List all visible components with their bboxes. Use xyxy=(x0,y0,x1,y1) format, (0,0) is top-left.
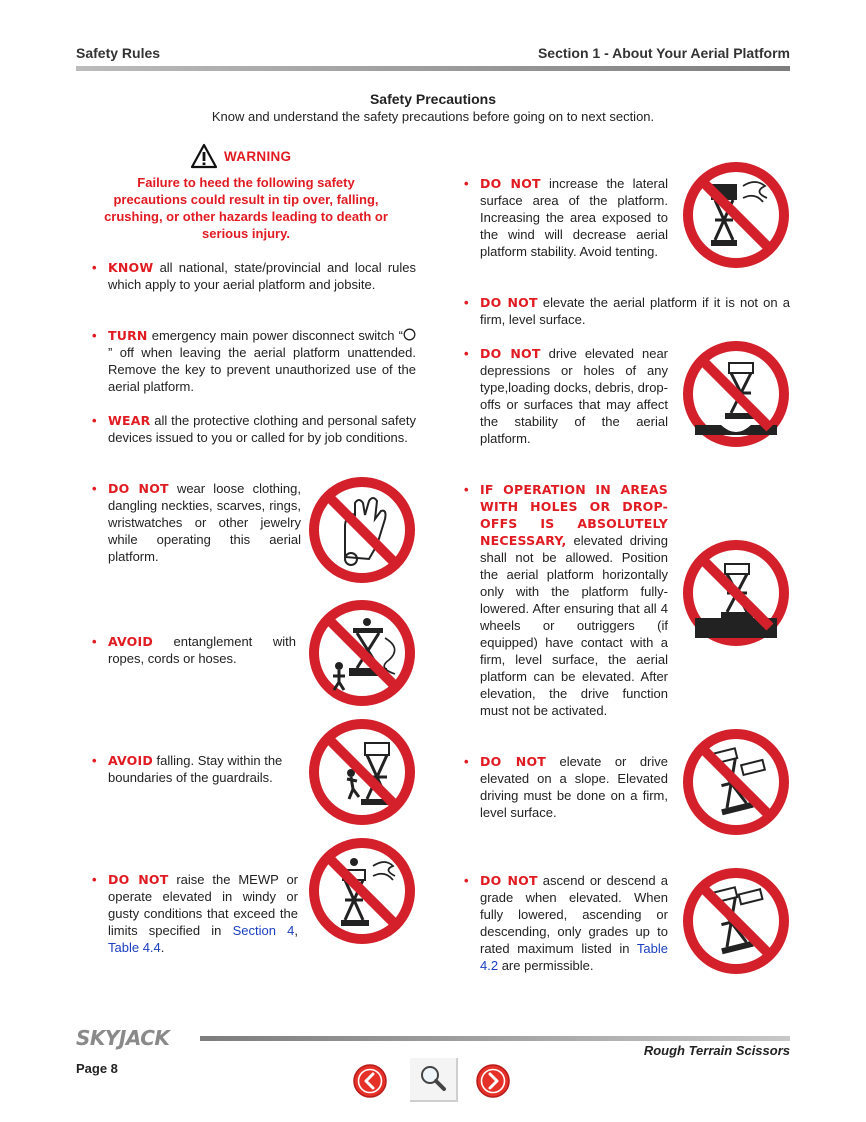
no-jewelry-pictogram xyxy=(307,475,417,585)
list-item: • IF OPERATION IN AREAS WITH HOLES OR DROP-OFFS IS ABSOLUTELY NECESSARY, elevated driving shall not be allowed. Position the aerial platform horizontally only with the platform fully-lowered. After ensuring that all 4 wheels or outriggers (if equipped) have contact with a firm, level surface, the aerial platform can be elevated. After elevation, the drive function must not be activated. xyxy=(464,482,668,718)
bullet-text: ascend or descend a grade when elevated. When fully lowered, ascending or descending, only grades up to rated maximum listed in xyxy=(480,873,668,956)
bullet-text: , xyxy=(294,923,298,938)
header-section-name: Safety Rules xyxy=(76,45,161,61)
prev-page-icon xyxy=(352,1063,388,1099)
no-tenting-pictogram xyxy=(681,160,791,270)
bullet-text: ” off when leaving the aerial platform unattended. Remove the key to prevent unauthorized use of the aerial platform. xyxy=(108,345,416,394)
section-4-link[interactable]: Section 4 xyxy=(232,923,295,938)
skyjack-logo: SKYJACK xyxy=(76,1026,170,1050)
search-button[interactable] xyxy=(410,1058,458,1102)
bullet-keyword: KNOW xyxy=(108,260,154,275)
bullet-text: entanglement with ropes, cords or hoses. xyxy=(108,634,296,666)
bullet-keyword: TURN xyxy=(108,328,148,343)
bullet-text: raise the MEWP or operate elevated in windy or gusty conditions that exceed the limits specified in xyxy=(108,872,299,938)
bullet-text: are permissible. xyxy=(498,958,594,973)
list-item: • KNOW all national, state/provincial and local rules which apply to your aerial platform and jobsite. xyxy=(92,260,416,292)
bullet-keyword: AVOID xyxy=(108,634,153,649)
bullet-text: emergency main power disconnect switch “ xyxy=(147,328,403,343)
prohibition-icon xyxy=(307,475,417,585)
prev-page-button[interactable] xyxy=(352,1063,388,1099)
list-item: • DO NOT raise the MEWP or operate elevated in windy or gusty conditions that exceed the limits specified in Section 4, Table 4.4. xyxy=(92,872,299,955)
search-icon xyxy=(410,1058,456,1100)
list-item: • DO NOT ascend or descend a grade when elevated. When fully lowered, ascending or descending, only grades up to rated maximum listed in Table 4.2 are permissible. xyxy=(464,873,668,973)
bullet-text: falling. Stay within the boundaries of the guardrails. xyxy=(108,753,283,785)
list-item: • TURN emergency main power disconnect switch “” off when leaving the aerial platform unattended. Remove the key to prevent unauthorized use of the aerial platform. xyxy=(92,328,416,394)
next-page-icon xyxy=(475,1063,511,1099)
footer-divider xyxy=(200,1036,790,1041)
bullet-keyword: IF OPERATION IN AREAS WITH HOLES OR DROP-OFFS IS ABSOLUTELY NECESSARY, xyxy=(480,482,668,548)
page-title: Safety Precautions xyxy=(369,91,497,107)
table-4-4-link[interactable]: Table 4.4 xyxy=(108,940,161,955)
bullet-text: all national, state/provincial and local rules which apply to your aerial platform and jobsite. xyxy=(108,260,416,292)
bullet-text: wear loose clothing, dangling neckties, scarves, rings, wristwatches or other jewelry while operating this aerial platform. xyxy=(108,481,301,564)
entanglement-pictogram xyxy=(307,598,417,708)
warning-triangle-icon xyxy=(190,143,218,169)
list-item: • WEAR all the protective clothing and personal safety devices issued to you or called for by job conditions. xyxy=(92,413,416,445)
bullet-text: elevated driving shall not be allowed. Position the aerial platform horizontally only with the platform fully-lowered. After ensuring that all 4 wheels or outriggers (if equipped) have contact with a firm, level surface, the aerial platform can be elevated. After elevation, the drive function must not be activated. xyxy=(480,533,668,718)
bullet-keyword: DO NOT xyxy=(480,176,541,191)
bullet-text: . xyxy=(160,940,165,955)
bullet-text: elevate the aerial platform if it is not on a firm, level surface. xyxy=(480,295,791,327)
bullet-text: drive elevated near depressions or holes of any type,loading docks, debris, drop-offs or surfaces that may affect the stability of the aerial platform. xyxy=(480,346,669,446)
bullet-keyword: DO NOT xyxy=(480,346,541,361)
header-divider xyxy=(76,66,790,71)
page-subtitle: Know and understand the safety precautions before going on to next section. xyxy=(211,109,655,124)
bullet-keyword: DO NOT xyxy=(108,872,169,887)
falling-pictogram xyxy=(307,717,417,827)
page-number: Page 8 xyxy=(76,1061,118,1076)
list-item: • DO NOT elevate the aerial platform if it is not on a firm, level surface. xyxy=(464,295,791,327)
bullet-keyword: DO NOT xyxy=(480,873,538,888)
list-item: • DO NOT increase the lateral surface area of the platform. Increasing the area exposed to the wind will decrease aerial platform stability. Avoid tenting. xyxy=(464,176,668,259)
grade-pictogram xyxy=(681,866,791,976)
list-item: • DO NOT drive elevated near depressions or holes of any type,loading docks, debris, drop-offs or surfaces that may affect the stability of the aerial platform. xyxy=(464,346,669,446)
bullet-keyword: DO NOT xyxy=(108,481,169,496)
table-4-2-link[interactable]: Table 4.2 xyxy=(480,941,668,973)
next-page-button[interactable] xyxy=(475,1063,511,1099)
bullet-text: elevate or drive elevated on a slope. Elevated driving must be done on a firm, level surface. xyxy=(480,754,669,820)
slope-pictogram xyxy=(681,727,791,837)
footer-document-title: Rough Terrain Scissors xyxy=(643,1043,790,1058)
drop-off-pictogram xyxy=(681,538,791,648)
depression-hazard-pictogram xyxy=(681,339,791,449)
warning-heading xyxy=(190,143,291,169)
bullet-keyword: DO NOT xyxy=(480,754,547,769)
list-item: • AVOID entanglement with ropes, cords or hoses. xyxy=(92,634,296,666)
list-item: • AVOID falling. Stay within the boundaries of the guardrails. xyxy=(92,753,283,785)
warning-label: WARNING xyxy=(224,148,292,164)
bullet-keyword: DO NOT xyxy=(480,295,538,310)
header-chapter-title: Section 1 - About Your Aerial Platform xyxy=(537,45,790,61)
bullet-text: increase the lateral surface area of the platform. Increasing the area exposed to the wind will decrease aerial platform stability. Avoid tenting. xyxy=(480,176,668,259)
bullet-text: all the protective clothing and personal safety devices issued to you or called for by job conditions. xyxy=(108,413,416,445)
power-off-symbol-icon xyxy=(403,328,416,341)
warning-text: Failure to heed the following safety precautions could result in tip over, falling, crushing, or other hazards leading to death or serious injury. xyxy=(104,175,388,241)
list-item: • DO NOT wear loose clothing, dangling neckties, scarves, rings, wristwatches or other jewelry while operating this aerial platform. xyxy=(92,481,301,564)
bullet-keyword: WEAR xyxy=(108,413,151,428)
list-item: • DO NOT elevate or drive elevated on a slope. Elevated driving must be done on a firm, level surface. xyxy=(464,754,669,820)
windy-conditions-pictogram xyxy=(307,836,417,946)
bullet-keyword: AVOID xyxy=(108,753,153,768)
